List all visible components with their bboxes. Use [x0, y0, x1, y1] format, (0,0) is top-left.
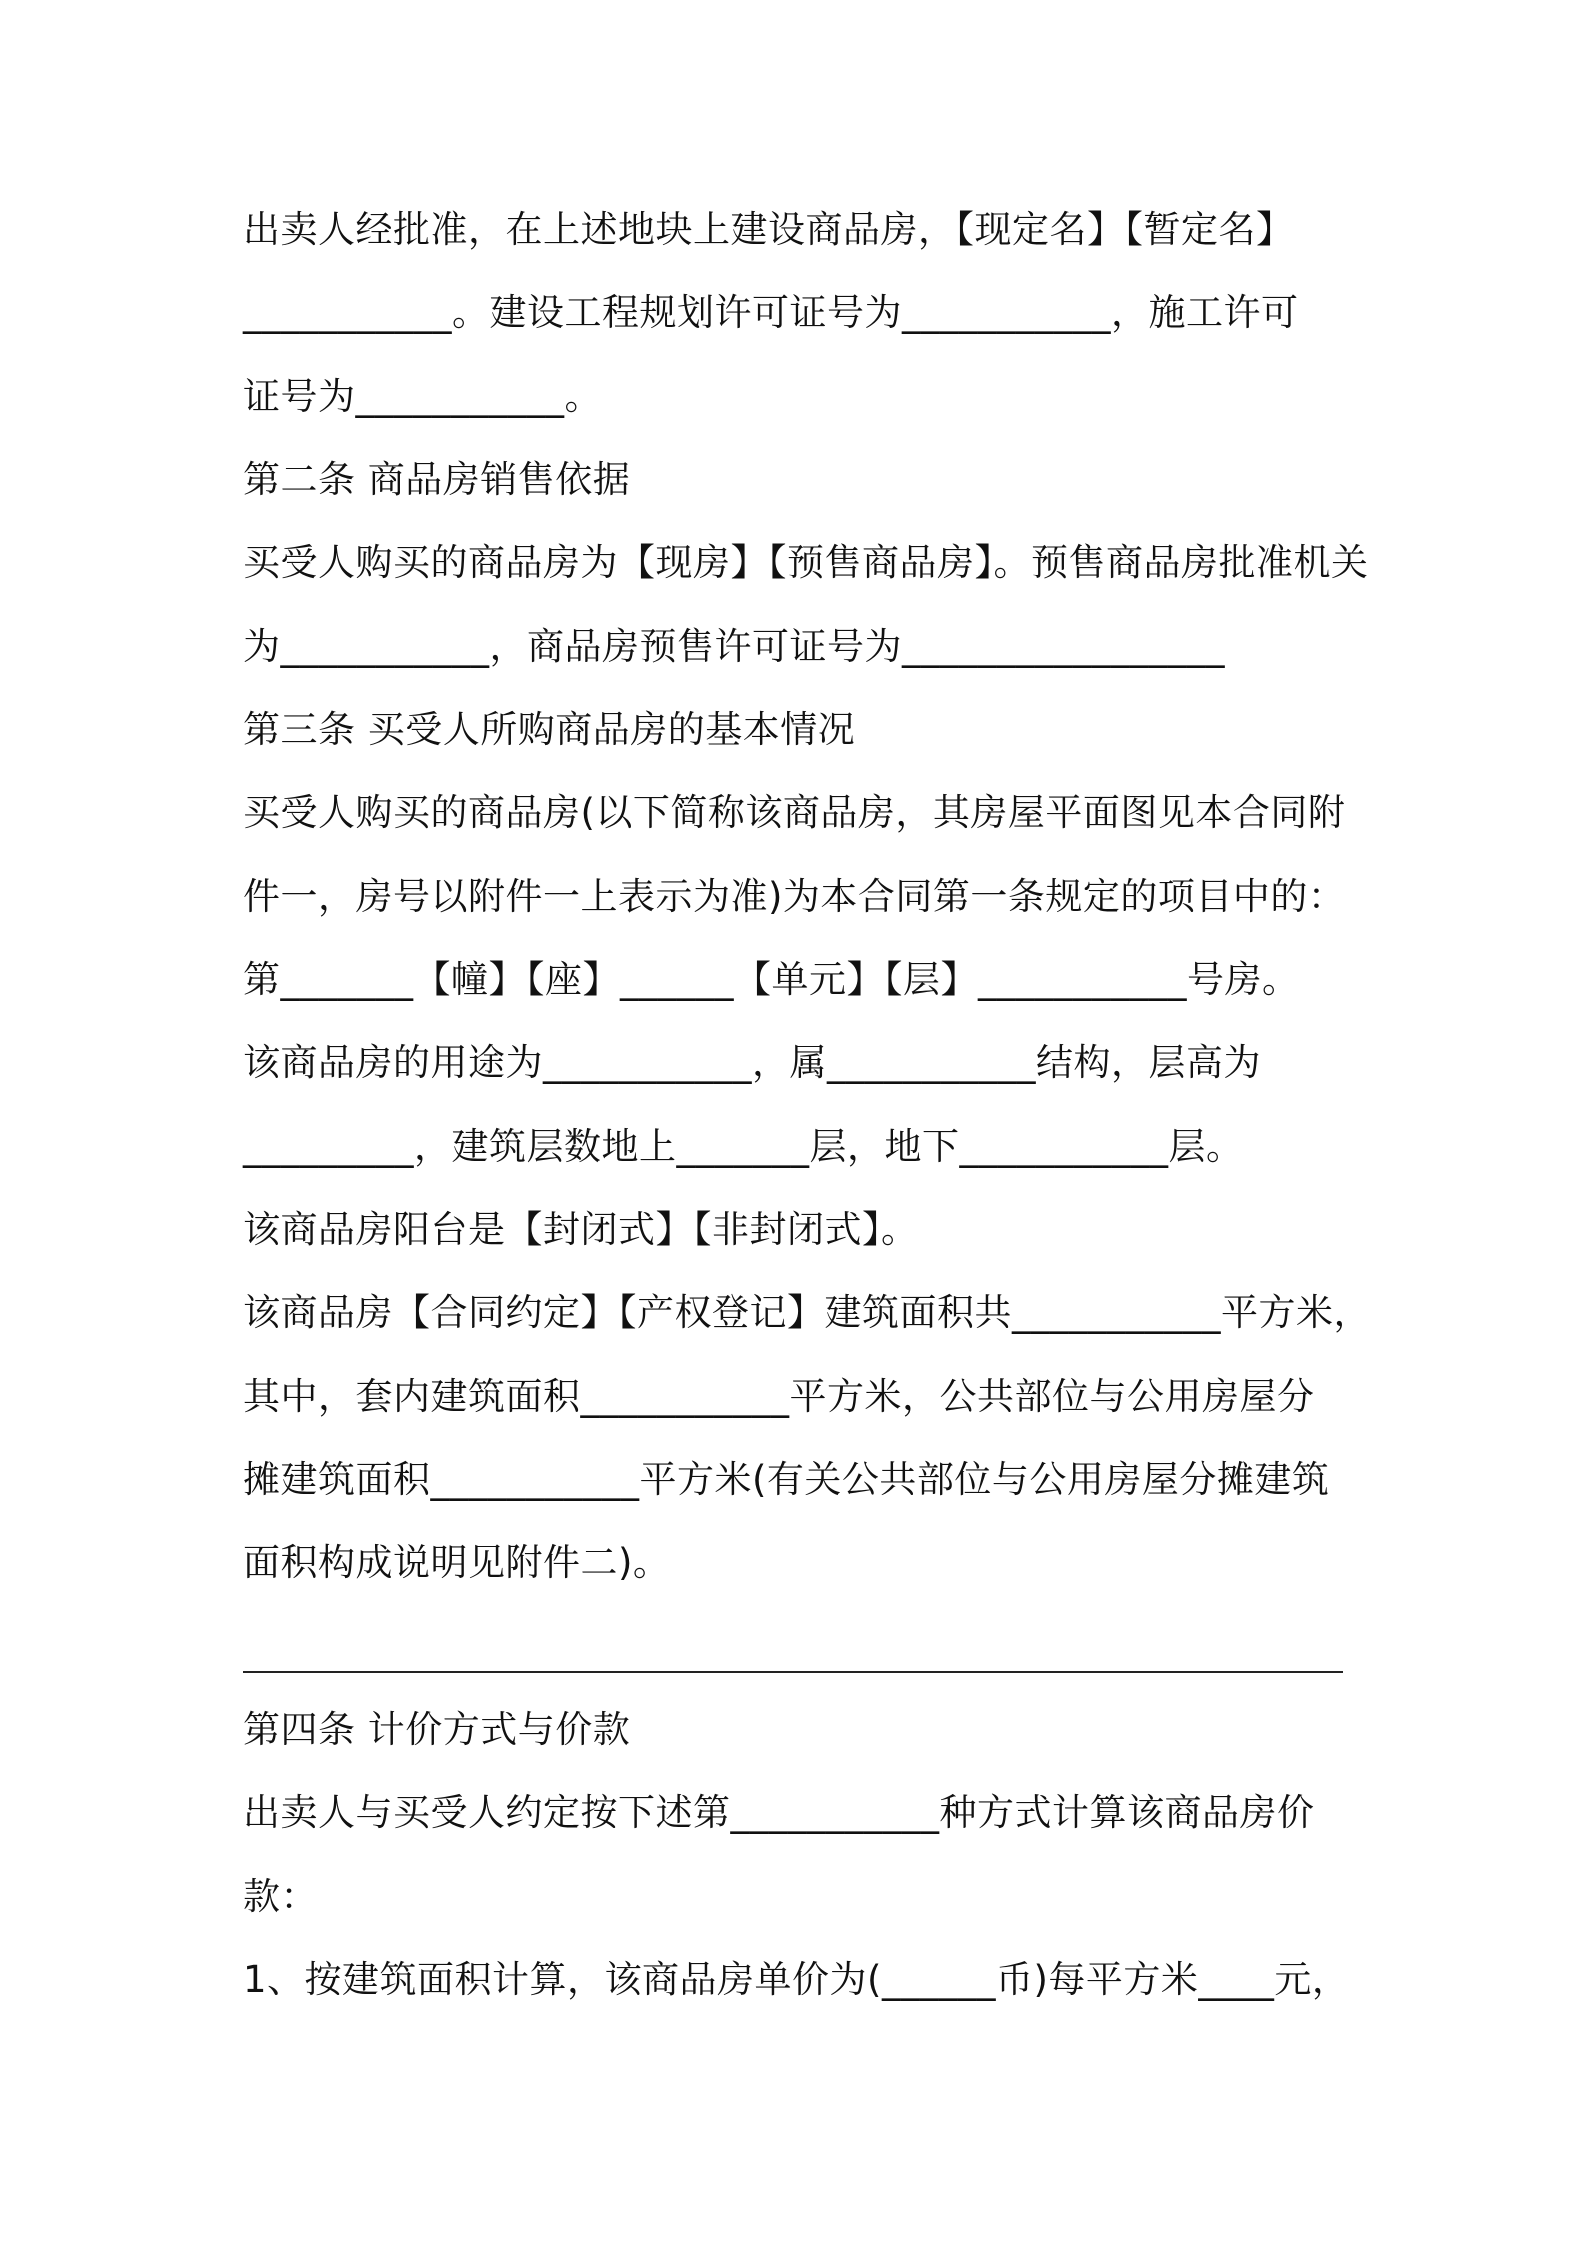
paragraph-line-10: 第_______【幢】【座】______【单元】【层】___________号房。: [243, 958, 1300, 1001]
paragraph-line-16: 摊建筑面积___________平方米(有关公共部位与公用房屋分摊建筑: [243, 1458, 1330, 1501]
paragraph-line-15: 其中，套内建筑面积___________平方米，公共部位与公用房屋分: [243, 1375, 1315, 1418]
paragraph-line-12: _________，建筑层数地上_______层，地下___________层。: [243, 1125, 1244, 1168]
paragraph-line-11: 该商品房的用途为___________，属___________结构，层高为: [243, 1041, 1261, 1084]
paragraph-line-2: ___________。建设工程规划许可证号为___________，施工许可: [243, 291, 1299, 334]
horizontal-rule: [243, 1671, 1343, 1673]
paragraph-line-5: 买受人购买的商品房为【现房】【预售商品房】。预售商品房批准机关: [243, 541, 1369, 584]
paragraph-line-8: 买受人购买的商品房(以下简称该商品房，其房屋平面图见本合同附: [243, 791, 1346, 834]
paragraph-line-20: 款：: [243, 1875, 318, 1918]
paragraph-line-19: 出卖人与买受人约定按下述第___________种方式计算该商品房价: [243, 1791, 1315, 1834]
paragraph-line-17: 面积构成说明见附件二)。: [243, 1541, 671, 1584]
paragraph-line-6: 为___________，商品房预售许可证号为_________________: [243, 625, 1225, 668]
paragraph-line-9: 件一，房号以附件一上表示为准)为本合同第一条规定的项目中的：: [243, 875, 1346, 918]
paragraph-line-1: 出卖人经批准，在上述地块上建设商品房，【现定名】【暂定名】: [243, 208, 1294, 251]
section-heading-article-4: 第四条 计价方式与价款: [243, 1708, 631, 1751]
paragraph-line-3: 证号为___________。: [243, 375, 602, 418]
paragraph-line-14: 该商品房【合同约定】【产权登记】建筑面积共___________平方米，: [243, 1291, 1371, 1334]
section-heading-article-2: 第二条 商品房销售依据: [243, 458, 631, 501]
paragraph-line-21: 1、按建筑面积计算，该商品房单价为(______币)每平方米____元，: [243, 1958, 1350, 2001]
section-heading-article-3: 第三条 买受人所购商品房的基本情况: [243, 708, 856, 751]
paragraph-line-13: 该商品房阳台是【封闭式】【非封闭式】。: [243, 1208, 919, 1251]
